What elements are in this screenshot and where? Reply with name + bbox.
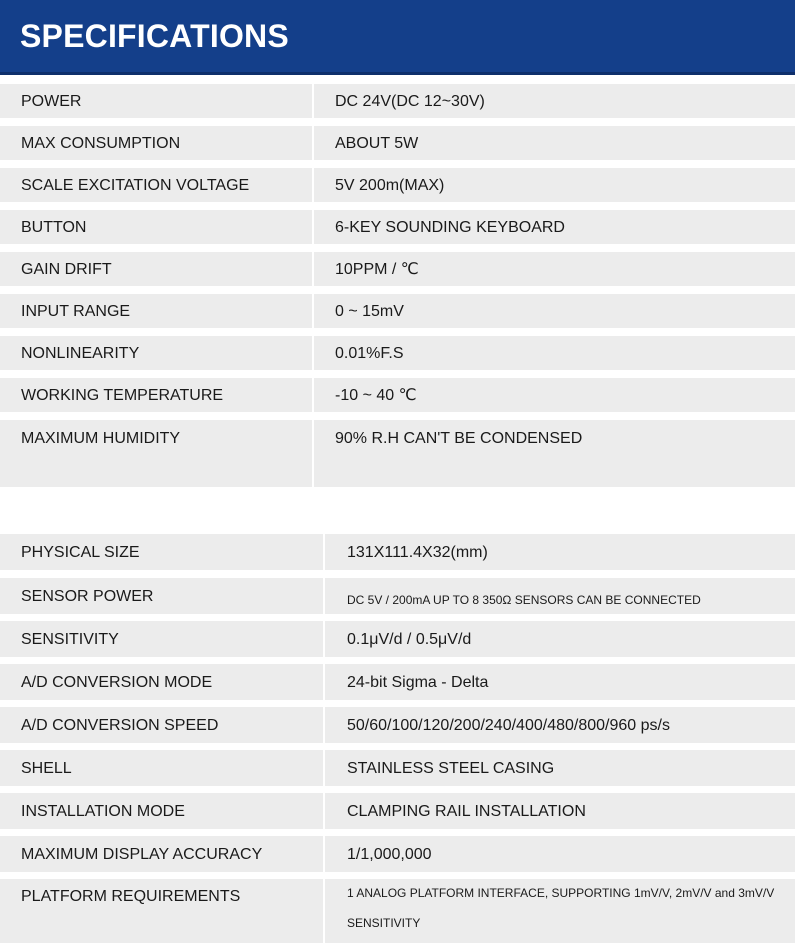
spec-value: 5V 200m(MAX) — [335, 177, 445, 194]
column-divider — [312, 252, 314, 286]
spec-value: 0 ~ 15mV — [335, 303, 404, 320]
spec-label: A/D CONVERSION MODE — [21, 674, 213, 691]
spec-value: STAINLESS STEEL CASING — [347, 760, 555, 777]
column-divider — [323, 750, 325, 786]
spec-label: MAXIMUM DISPLAY ACCURACY — [21, 846, 263, 863]
table-row — [0, 793, 795, 831]
column-divider — [312, 420, 314, 487]
spec-label: MAX CONSUMPTION — [21, 135, 181, 152]
column-divider — [323, 534, 325, 570]
spec-value: 1/1,000,000 — [347, 846, 432, 863]
spec-label: A/D CONVERSION SPEED — [21, 717, 219, 734]
spec-value: 50/60/100/120/200/240/400/480/800/960 ps/s — [347, 717, 670, 734]
table-row — [0, 294, 795, 330]
spec-value: DC 24V(DC 12~30V) — [335, 93, 485, 110]
page-title: SPECIFICATIONS — [20, 18, 289, 54]
column-divider — [312, 168, 314, 202]
column-divider — [323, 707, 325, 743]
specifications-header — [0, 0, 795, 75]
table-row — [0, 252, 795, 288]
column-divider — [312, 378, 314, 412]
spec-label: PHYSICAL SIZE — [21, 544, 140, 561]
spec-value: -10 ~ 40 ℃ — [335, 387, 417, 404]
spec-label: POWER — [21, 93, 82, 110]
column-divider — [312, 210, 314, 244]
spec-value: 0.1μV/d / 0.5μV/d — [347, 631, 472, 648]
table-row — [0, 707, 795, 745]
spec-value: DC 5V / 200mA UP TO 8 350Ω SENSORS CAN BE CONNECTED — [347, 593, 701, 607]
spec-label: GAIN DRIFT — [21, 261, 112, 278]
column-divider — [323, 578, 325, 614]
spec-label: SENSITIVITY — [21, 631, 119, 648]
spec-value: 24-bit Sigma - Delta — [347, 674, 489, 691]
spec-label: SENSOR POWER — [21, 588, 154, 605]
spec-label: PLATFORM REQUIREMENTS — [21, 888, 241, 905]
spec-label: INPUT RANGE — [21, 303, 131, 320]
column-divider — [312, 126, 314, 160]
spec-value: 131X111.4X32(mm) — [347, 544, 488, 561]
table-row — [0, 84, 795, 120]
spec-label: SCALE EXCITATION VOLTAGE — [21, 177, 250, 194]
spec-value: CLAMPING RAIL INSTALLATION — [347, 803, 586, 820]
column-divider — [312, 336, 314, 370]
column-divider — [323, 664, 325, 700]
column-divider — [323, 836, 325, 872]
table-row — [0, 836, 795, 874]
spec-value: 90% R.H CAN'T BE CONDENSED — [335, 430, 583, 447]
column-divider — [312, 294, 314, 328]
spec-label: MAXIMUM HUMIDITY — [21, 430, 181, 447]
column-divider — [323, 793, 325, 829]
table-row — [0, 378, 795, 414]
spec-label: WORKING TEMPERATURE — [21, 387, 224, 404]
spec-value: ABOUT 5W — [335, 135, 419, 152]
column-divider — [323, 879, 325, 943]
spec-label: INSTALLATION MODE — [21, 803, 185, 820]
table-row — [0, 879, 795, 945]
spec-label: SHELL — [21, 760, 72, 777]
column-divider — [312, 84, 314, 118]
spec-value: 1 ANALOG PLATFORM INTERFACE, SUPPORTING 1mV/V, 2mV/V and 3mV/V SENSITIVITY — [347, 886, 775, 930]
spec-value: 6-KEY SOUNDING KEYBOARD — [335, 219, 565, 236]
table-row — [0, 750, 795, 788]
table-row — [0, 336, 795, 372]
table-row — [0, 664, 795, 702]
table-row — [0, 210, 795, 246]
table-row — [0, 534, 795, 572]
spec-value: 10PPM / ℃ — [335, 261, 419, 278]
column-divider — [323, 621, 325, 657]
spec-value: 0.01%F.S — [335, 345, 404, 362]
table-row — [0, 578, 795, 616]
table-row — [0, 420, 795, 489]
table-row — [0, 126, 795, 162]
table-row — [0, 621, 795, 659]
table-row — [0, 168, 795, 204]
spec-label: BUTTON — [21, 219, 87, 236]
spec-label: NONLINEARITY — [21, 345, 140, 362]
